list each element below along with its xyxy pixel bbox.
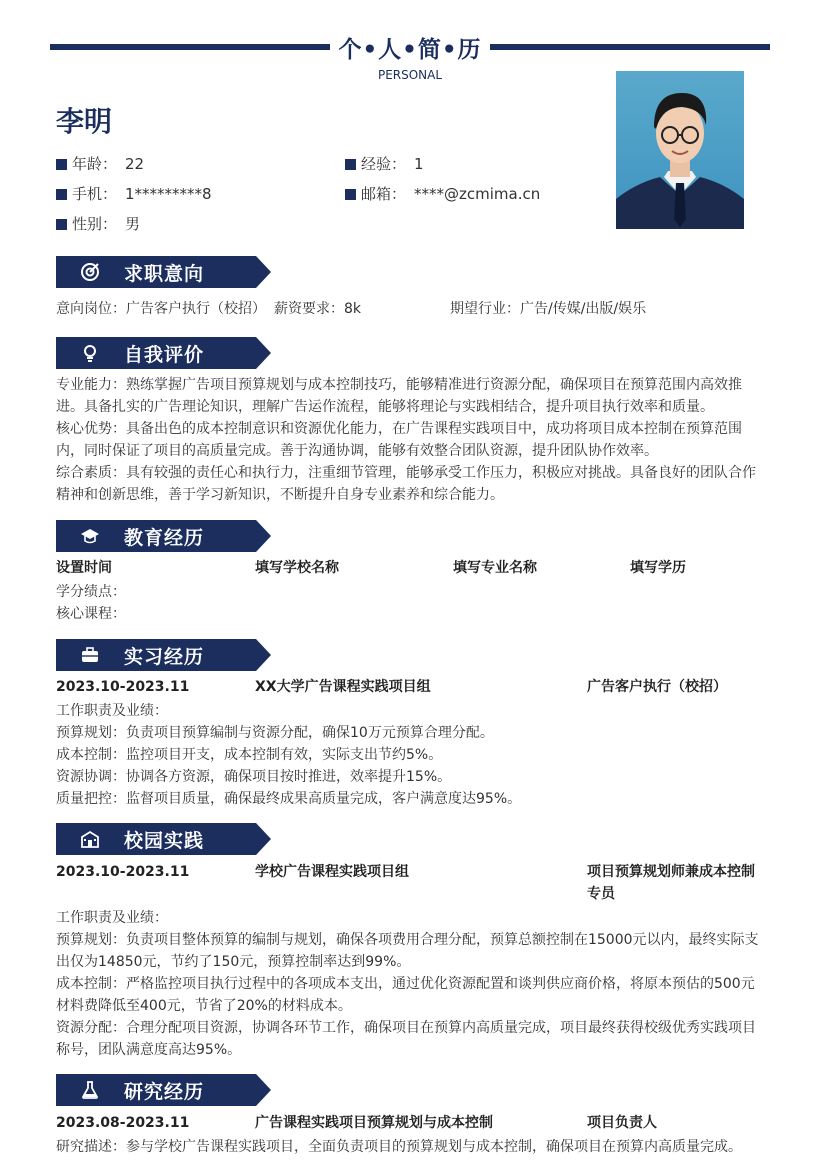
section-header-intern: 实习经历 bbox=[56, 639, 271, 671]
bullet-square-icon bbox=[56, 159, 67, 170]
flask-icon bbox=[80, 1080, 100, 1100]
briefcase-icon bbox=[80, 645, 100, 665]
lightbulb-icon bbox=[80, 343, 100, 363]
campus-role: 项目预算规划师兼成本控制专员 bbox=[587, 864, 755, 902]
bullet-square-icon bbox=[345, 189, 356, 200]
intent-salary: 薪资要求：8k bbox=[274, 301, 362, 317]
edu-time: 设置时间 bbox=[56, 560, 112, 576]
email-row: 邮箱： ****@zcmima.cn bbox=[345, 183, 540, 204]
self-eval-text bbox=[56, 374, 768, 506]
intern-time: 2023.10-2023.11 bbox=[56, 679, 190, 695]
portrait-illustration bbox=[616, 71, 744, 229]
edu-gpa: 学分绩点： bbox=[56, 584, 126, 600]
campus-details: 工作职责及业绩： 预算规划：负责项目整体预算的编制与规划，确保各项费用合理分配，预算总额控制在15000元以内，最终实际支出仅为14850元，节约了150元，预算控制率达到99%。 成本控制：严格监控项目执行过程中的各项成本支出，通过优化资源配置和谈判供应商价格，将原本预估的500元材料费降低至400元，节省了20%的材料成本。 资源分配：合理分配项目资源，协调各环节工作，确保项目在预算内高质量完成，项目最终获得校级优秀实践项目称号，团队满意度高达95%。 bbox=[56, 910, 759, 1058]
section-header-self: 自我评价 bbox=[56, 337, 271, 369]
self-eval-paragraph: 专业能力：熟练掌握广告项目预算规划与成本控制技巧，能够精准进行资源分配，确保项目在预算范围内高效推进。具备扎实的广告理论知识，理解广告运作流程，能够将理论与实践相结合，提升项目执行效率和质量。 bbox=[56, 377, 742, 415]
intern-details: 工作职责及业绩： 预算规划：负责项目预算编制与资源分配，确保10万元预算合理分配。 成本控制：监控项目开支，成本控制有效，实际支出节约5%。 资源协调：协调各方资源，确保项目按时推进，效率提升15%。 质量把控：监督项目质量，确保最终成果高质量完成，客户满意度达95%。 bbox=[56, 703, 522, 807]
edu-school: 填写学校名称 bbox=[255, 560, 339, 576]
gender-row: 性别： 男 bbox=[56, 213, 140, 234]
section-header-edu: 教育经历 bbox=[56, 520, 271, 552]
intern-role: 广告客户执行（校招） bbox=[587, 679, 727, 695]
phone-row: 手机： 1*********8 bbox=[56, 183, 212, 204]
intent-industry: 期望行业：广告/传媒/出版/娱乐 bbox=[450, 301, 647, 317]
campus-org: 学校广告课程实践项目组 bbox=[255, 864, 409, 880]
header-title: 个•人•简•历 bbox=[338, 37, 482, 63]
edu-major: 填写专业名称 bbox=[453, 560, 537, 576]
bullet-square-icon bbox=[345, 159, 356, 170]
experience-row: 经验： 1 bbox=[345, 153, 424, 174]
campus-time: 2023.10-2023.11 bbox=[56, 864, 190, 880]
research-title: 广告课程实践项目预算规划与成本控制 bbox=[255, 1115, 493, 1131]
profile-photo bbox=[616, 71, 744, 229]
section-header-campus: 校园实践 bbox=[56, 823, 271, 855]
header-bar-left bbox=[50, 44, 330, 50]
target-icon bbox=[80, 262, 100, 282]
section-header-research: 研究经历 bbox=[56, 1074, 271, 1106]
intern-org: XX大学广告课程实践项目组 bbox=[255, 679, 431, 695]
bullet-square-icon bbox=[56, 219, 67, 230]
candidate-name: 李明 bbox=[56, 105, 113, 138]
graduation-cap-icon bbox=[80, 526, 100, 546]
edu-courses: 核心课程： bbox=[56, 606, 126, 622]
edu-degree: 填写学历 bbox=[630, 560, 686, 576]
research-desc: 研究描述：参与学校广告课程实践项目，全面负责项目的预算规划与成本控制，确保项目在预算内高质量完成。 bbox=[56, 1139, 742, 1155]
bullet-square-icon bbox=[56, 189, 67, 200]
header-bar-right bbox=[490, 44, 770, 50]
research-time: 2023.08-2023.11 bbox=[56, 1115, 190, 1131]
age-row: 年龄： 22 bbox=[56, 153, 144, 174]
intent-position: 意向岗位：广告客户执行（校招） bbox=[56, 301, 266, 317]
self-eval-paragraph: 综合素质：具有较强的责任心和执行力，注重细节管理，能够承受工作压力，积极应对挑战。具备良好的团队合作精神和创新思维，善于学习新知识，不断提升自身专业素养和综合能力。 bbox=[56, 465, 756, 503]
research-role: 项目负责人 bbox=[587, 1115, 657, 1131]
section-header-intent: 求职意向 bbox=[56, 256, 271, 288]
header-subtitle: PERSONAL bbox=[377, 68, 443, 82]
school-building-icon bbox=[80, 829, 100, 849]
self-eval-paragraph: 核心优势：具备出色的成本控制意识和资源优化能力，在广告课程实践项目中，成功将项目成本控制在预算范围内，同时保证了项目的高质量完成。善于沟通协调，能够有效整合团队资源，提升团队协作效率。 bbox=[56, 421, 742, 459]
